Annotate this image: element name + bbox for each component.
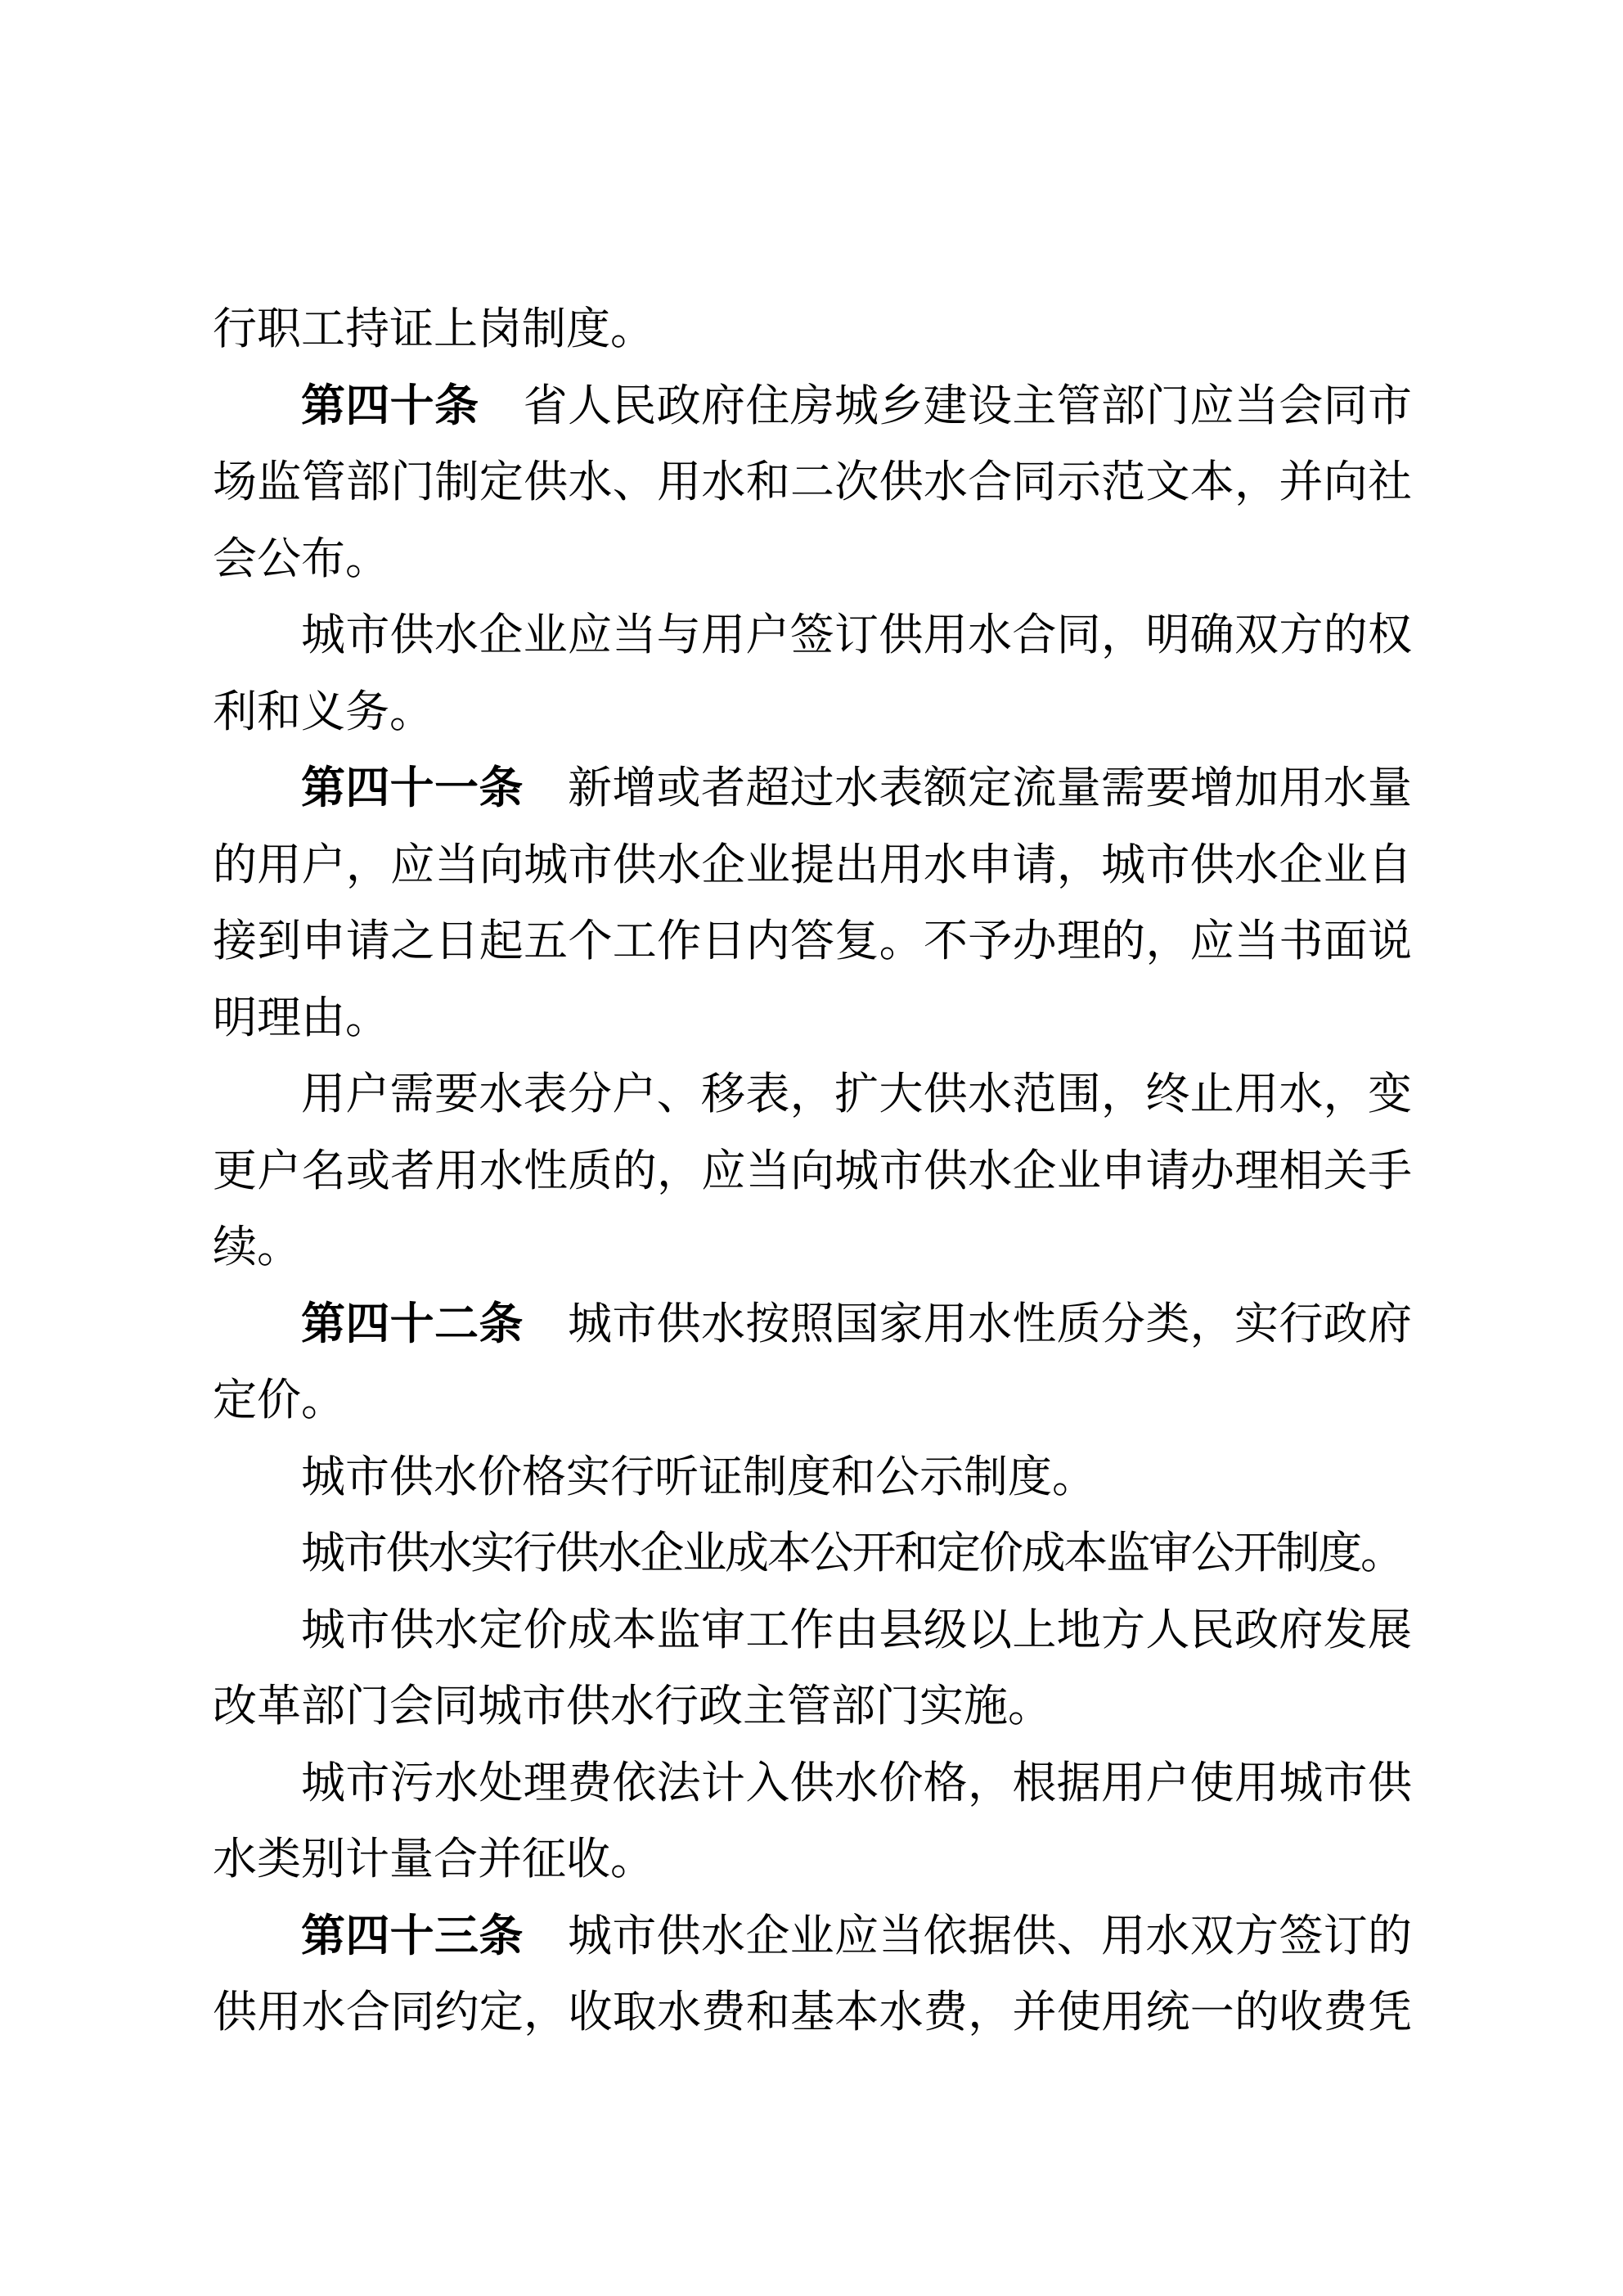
line-text: 接到申请之日起五个工作日内答复。不予办理的，应当书面说 xyxy=(213,916,1412,966)
text-line xyxy=(213,1745,1412,1822)
line-text: 城市供水价格实行听证制度和公示制度。 xyxy=(301,1452,1096,1501)
line-text: 定价。 xyxy=(213,1375,345,1425)
line-text: 城市供水企业应当依据供、用水双方签订的 xyxy=(523,1911,1413,1961)
text-line xyxy=(213,444,1412,521)
line-text: 用户需要水表分户、移表，扩大供水范围，终止用水，变 xyxy=(301,1069,1412,1119)
text-line xyxy=(213,980,1412,1057)
text-line xyxy=(213,1974,1412,2051)
line-text: 供用水合同约定，收取水费和基本水费，并使用统一的收费凭 xyxy=(213,1988,1412,2037)
line-text: 更户名或者用水性质的，应当向城市供水企业申请办理相关手 xyxy=(213,1146,1412,1195)
line-text: 水类别计量合并征收。 xyxy=(213,1835,654,1884)
text-line xyxy=(213,903,1412,980)
article-number-label: 第四十三条 xyxy=(301,1911,524,1961)
line-text: 行职工持证上岗制度。 xyxy=(213,304,654,353)
text-line xyxy=(213,1592,1412,1669)
line-text: 明理由。 xyxy=(213,993,389,1042)
text-line xyxy=(213,1821,1412,1898)
article-number-label: 第四十条 xyxy=(301,380,479,430)
text-line xyxy=(213,1056,1412,1133)
line-text: 城市供水实行供水企业成本公开和定价成本监审公开制度。 xyxy=(301,1528,1403,1578)
line-text: 改革部门会同城市供水行政主管部门实施。 xyxy=(213,1681,1052,1731)
line-text: 省人民政府住房城乡建设主管部门应当会同市 xyxy=(479,380,1413,430)
line-text: 新增或者超过水表额定流量需要增加用水量 xyxy=(523,763,1413,813)
line-text: 会公布。 xyxy=(213,533,389,583)
line-text: 城市供水按照国家用水性质分类，实行政府 xyxy=(523,1299,1413,1348)
line-text: 利和义务。 xyxy=(213,687,434,736)
article-number-label: 第四十二条 xyxy=(301,1299,524,1348)
line-text: 续。 xyxy=(213,1222,301,1272)
text-line xyxy=(213,827,1412,904)
text-line xyxy=(213,521,1412,598)
text-line xyxy=(213,1133,1412,1210)
line-text: 城市污水处理费依法计入供水价格，根据用户使用城市供 xyxy=(301,1758,1412,1808)
line-text: 的用户，应当向城市供水企业提出用水申请，城市供水企业自 xyxy=(213,840,1412,889)
line-text: 城市供水企业应当与用户签订供用水合同，明确双方的权 xyxy=(301,610,1412,660)
text-line xyxy=(213,368,1412,445)
text-line xyxy=(213,1898,1412,1975)
text-line xyxy=(213,1515,1412,1592)
text-line xyxy=(213,674,1412,751)
text-line xyxy=(213,1286,1412,1363)
text-line xyxy=(213,1439,1412,1516)
text-line xyxy=(213,750,1412,827)
line-text: 城市供水定价成本监审工作由县级以上地方人民政府发展 xyxy=(301,1605,1412,1654)
text-line xyxy=(213,1362,1412,1439)
text-line xyxy=(213,1668,1412,1745)
text-line xyxy=(213,291,1412,368)
line-text: 场监管部门制定供水、用水和二次供水合同示范文本，并向社 xyxy=(213,457,1412,506)
article-number-label: 第四十一条 xyxy=(301,763,524,813)
text-line xyxy=(213,597,1412,674)
text-line xyxy=(213,1209,1412,1286)
document-text-block xyxy=(213,291,1412,2051)
